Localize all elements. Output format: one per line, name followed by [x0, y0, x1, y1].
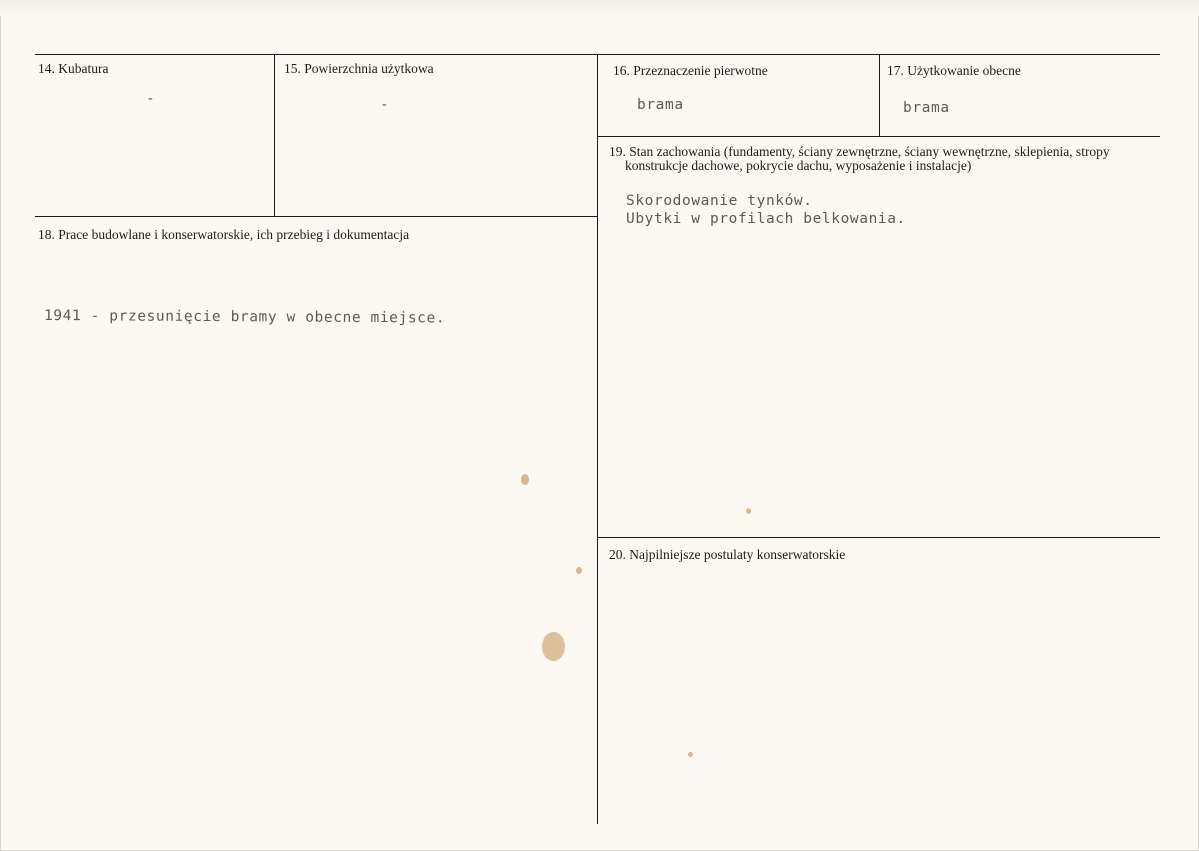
- field-18-label: 18. Prace budowlane i konserwatorskie, ich przebieg i dokumentacja: [38, 227, 410, 242]
- field-15-value: -: [380, 97, 390, 113]
- field-20-label: 20. Najpilniejsze postulaty konserwatorskie: [609, 547, 846, 562]
- divider-16-17: [879, 54, 880, 137]
- field-19-label-line2: konstrukcje dachowe, pokrycie dachu, wyposażenie i instalacje): [625, 158, 972, 173]
- field-18-value: 1941 - przesunięcie bramy w obecne miejsce.: [43, 308, 446, 327]
- rule-below-14-15: [35, 216, 598, 217]
- field-19-value-line1: Skorodowanie tynków.: [626, 193, 813, 209]
- field-16-value: brama: [637, 97, 684, 113]
- field-14-label: 14. Kubatura: [38, 61, 109, 76]
- field-16-label: 16. Przeznaczenie pierwotne: [613, 63, 768, 78]
- stain-mark: [542, 632, 565, 661]
- field-14-value: -: [146, 91, 156, 107]
- field-17-value: brama: [903, 100, 950, 116]
- field-19-label-line1: 19. Stan zachowania (fundamenty, ściany zewnętrzne, ściany wewnętrzne, sklepienia, stropy: [609, 144, 1110, 159]
- rule-above-20: [597, 537, 1160, 538]
- stain-mark: [746, 508, 751, 514]
- main-vertical-divider: [597, 54, 598, 824]
- field-19-value-line2: Ubytki w profilach belkowania.: [626, 211, 906, 227]
- field-15-label: 15. Powierzchnia użytkowa: [284, 61, 434, 76]
- divider-14-15: [274, 54, 275, 217]
- stain-mark: [576, 567, 582, 574]
- stain-mark: [521, 474, 529, 485]
- stain-mark: [688, 752, 693, 757]
- field-17-label: 17. Użytkowanie obecne: [887, 63, 1021, 78]
